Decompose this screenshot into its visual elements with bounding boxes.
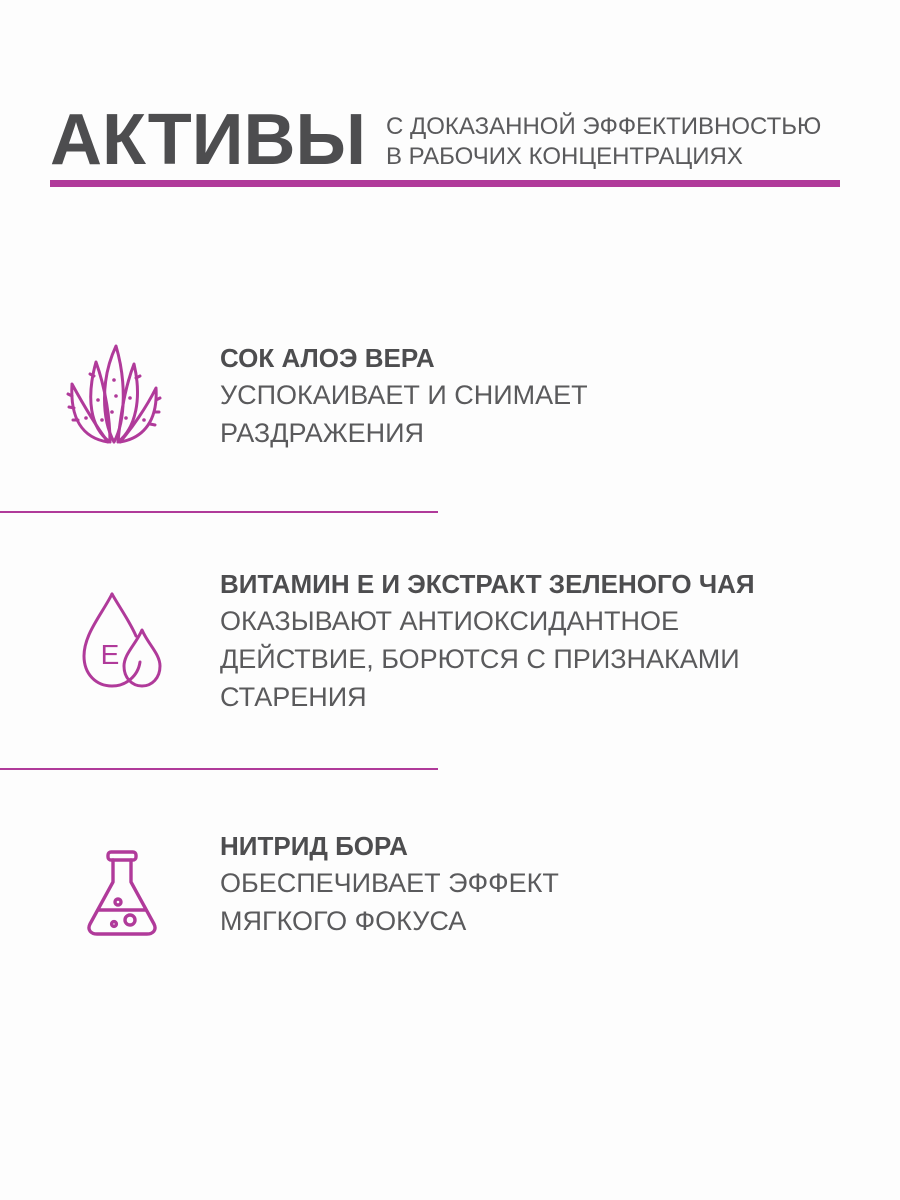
active-item-description-line: УСПОКАИВАЕТ И СНИМАЕТ xyxy=(220,380,588,410)
active-item-description-line: ОКАЗЫВАЮТ АНТИОКСИДАНТНОЕ xyxy=(220,606,680,636)
subtitle-line-2: В РАБОЧИХ КОНЦЕНТРАЦИЯХ xyxy=(386,143,743,170)
active-item-description-line: РАЗДРАЖЕНИЯ xyxy=(220,418,425,448)
active-item-title: СОК АЛОЭ ВЕРА xyxy=(220,343,435,373)
vitamin-e-drop-icon xyxy=(80,590,180,690)
flask-icon xyxy=(84,848,184,948)
active-item-description-line: СТАРЕНИЯ xyxy=(220,682,367,712)
page-title: АКТИВЫ xyxy=(50,100,366,180)
active-item-text xyxy=(220,340,860,452)
active-item-text xyxy=(220,828,860,940)
page-subtitle xyxy=(386,112,821,172)
item-divider xyxy=(0,768,438,770)
active-item-text xyxy=(220,566,860,716)
header xyxy=(50,100,840,188)
item-divider xyxy=(0,511,438,513)
active-item-description-line: МЯГКОГО ФОКУСА xyxy=(220,906,467,936)
vitamin-e-letter: E xyxy=(100,639,120,670)
active-item-description-line: ДЕЙСТВИЕ, БОРЮТСЯ С ПРИЗНАКАМИ xyxy=(220,644,740,674)
active-item-title: НИТРИД БОРА xyxy=(220,831,408,861)
subtitle-line-1: С ДОКАЗАННОЙ ЭФФЕКТИВНОСТЬЮ xyxy=(386,113,822,140)
aloe-icon xyxy=(64,340,164,440)
header-divider xyxy=(50,180,840,187)
active-item-title: ВИТАМИН Е И ЭКСТРАКТ ЗЕЛЕНОГО ЧАЯ xyxy=(220,569,755,599)
active-item-description-line: ОБЕСПЕЧИВАЕТ ЭФФЕКТ xyxy=(220,868,559,898)
